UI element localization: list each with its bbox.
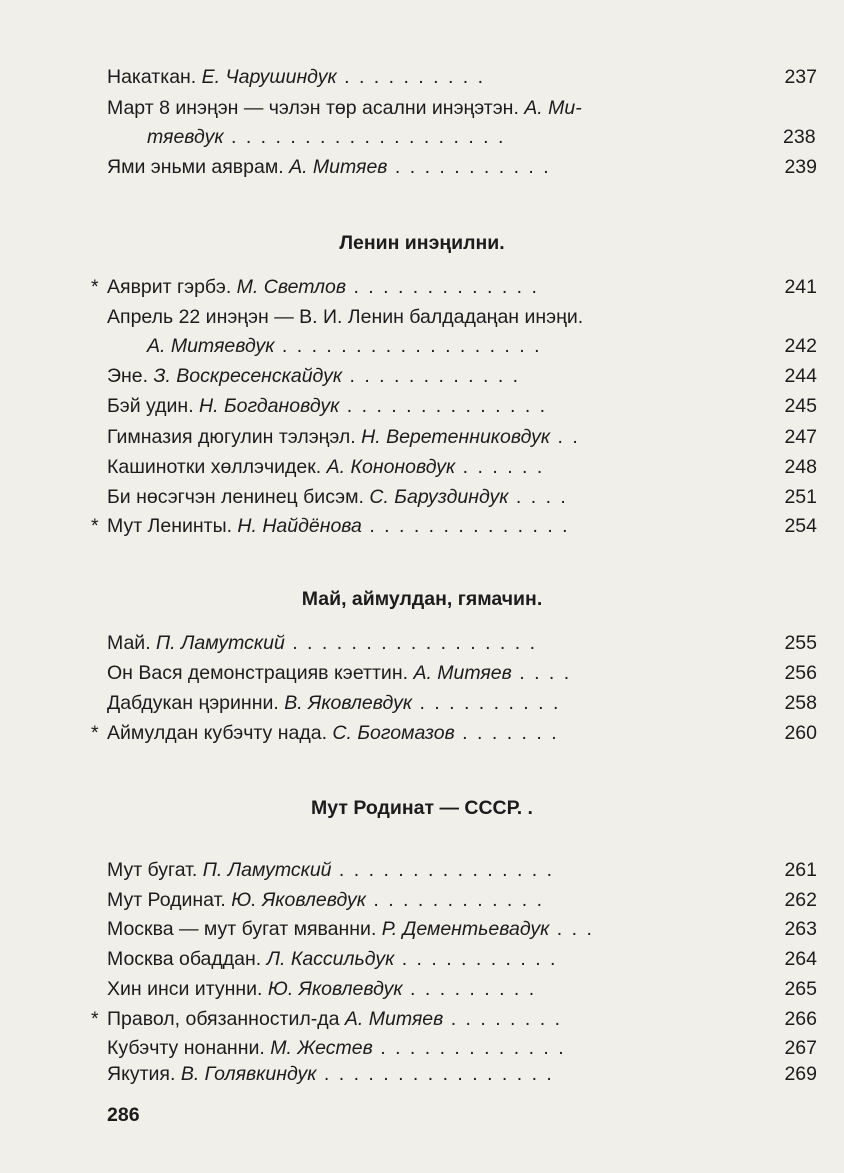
entry-author: Н. Найдёнова: [237, 515, 362, 537]
entry-author: А. Ми-: [524, 97, 582, 119]
entry-page-number: 237: [778, 64, 817, 90]
toc-entry: [91, 1006, 817, 1032]
toc-entry: [107, 304, 817, 330]
toc-entry: [107, 1061, 817, 1087]
entry-author: В. Яковлевдук: [284, 692, 413, 714]
entry-title: Он Вася демонстрацияв кэеттин.: [107, 662, 409, 684]
page-number: 286: [107, 1104, 140, 1126]
toc-entry: [107, 976, 817, 1002]
toc-entry: [107, 393, 817, 419]
entry-author: М. Жестев: [270, 1037, 373, 1059]
entry-author: А. Митяевдук: [147, 335, 275, 357]
toc-entry: [107, 363, 817, 389]
entry-title: Гимназия дюгулин тэлэңэл.: [107, 426, 356, 448]
entry-leader-dots: . . . . . . . .: [443, 1008, 562, 1030]
entry-author: П. Ламутский: [202, 859, 332, 881]
entry-author: П. Ламутский: [156, 632, 285, 654]
entry-title: Ями эньми аяврам.: [107, 156, 284, 178]
entry-leader-dots: . . . . . . . . . . . . . . .: [331, 859, 555, 881]
entry-author: М. Светлов: [236, 276, 347, 298]
entry-title: Правол, обязанностил-да: [107, 1008, 340, 1030]
entry-title: Аймулдан кубэчту нада.: [107, 722, 327, 744]
entry-author: А. Митяев: [289, 156, 388, 178]
entry-page-number: 269: [778, 1061, 817, 1087]
entry-page-number: 263: [778, 916, 817, 942]
entry-author: Н. Богдановдук: [199, 395, 340, 417]
section-heading: Ленин инэңилни.: [339, 232, 505, 254]
toc-entry: [91, 720, 817, 746]
entry-title: Аяврит гэрбэ.: [107, 276, 232, 298]
entry-leader-dots: . . .: [549, 918, 594, 940]
entry-author: тяевдук: [147, 126, 224, 148]
entry-author: Л. Кассильдук: [266, 948, 395, 970]
entry-author: С. Богомазов: [332, 722, 455, 744]
entry-page-number: 261: [778, 857, 817, 883]
entry-author: С. Баруздиндук: [369, 486, 509, 508]
entry-leader-dots: . . . . . . . . . . . .: [342, 365, 521, 387]
entry-author: В. Голявкиндук: [180, 1063, 317, 1085]
toc-entry: [107, 64, 817, 90]
toc-entry: [107, 424, 817, 450]
toc-entry: [107, 690, 817, 716]
entry-title: Бэй удин.: [107, 395, 194, 417]
entry-page-number: 258: [778, 690, 817, 716]
entry-author: Р. Дементьевадук: [381, 918, 550, 940]
asterisk-mark: *: [91, 276, 99, 298]
entry-title: Накаткан.: [107, 66, 197, 88]
entry-leader-dots: . . . . . . . . . . .: [394, 948, 558, 970]
entry-page-number: 245: [778, 393, 817, 419]
entry-page-number: 242: [778, 333, 817, 359]
toc-entry: [107, 95, 817, 121]
entry-author: А. Митяев: [344, 1008, 444, 1030]
entry-title: Хин инси итунни.: [107, 978, 263, 1000]
entry-page-number: 251: [778, 484, 817, 510]
entry-leader-dots: . . . . . . . . . . .: [387, 156, 551, 178]
entry-leader-dots: . . . .: [508, 486, 568, 508]
toc-entry: [91, 274, 817, 300]
entry-title: Март 8 инэңэн — чэлэн төр асални инэңэтэн.: [107, 97, 519, 119]
entry-page-number: 254: [778, 513, 817, 539]
toc-entry: [91, 513, 817, 539]
entry-title: Май.: [107, 632, 151, 654]
entry-title: Дабдукан ңэринни.: [107, 692, 279, 714]
entry-leader-dots: . .: [550, 426, 580, 448]
entry-author: З. Воскресенскайдук: [153, 365, 343, 387]
entry-author: А. Кононовдук: [326, 456, 456, 478]
entry-author: А. Митяев: [413, 662, 512, 684]
entry-leader-dots: . . . .: [511, 662, 572, 684]
entry-page-number: 247: [778, 424, 817, 450]
entry-title: Мут бугат.: [107, 859, 198, 881]
entry-leader-dots: . . . . . . . . . . . . .: [372, 1037, 566, 1059]
toc-entry: [107, 916, 817, 942]
entry-page-number: 256: [778, 660, 817, 686]
asterisk-mark: *: [91, 722, 99, 744]
entry-leader-dots: . . . . . . . . . . . . . . . .: [316, 1063, 554, 1085]
toc-entry: [107, 946, 817, 972]
toc-entry: [107, 484, 817, 510]
asterisk-mark: *: [91, 515, 99, 537]
entry-page-number: 265: [778, 976, 817, 1002]
toc-entry-continuation: [147, 333, 817, 359]
toc-entry: [107, 887, 817, 913]
entry-leader-dots: . . . . . . . . . .: [412, 692, 561, 714]
entry-title: Москва обаддан.: [107, 948, 262, 970]
entry-page-number: 266: [778, 1006, 817, 1032]
toc-entry: [107, 1035, 817, 1061]
entry-page-number: 260: [778, 720, 817, 746]
entry-page-number: 239: [778, 154, 817, 180]
entry-page-number: 241: [778, 274, 817, 300]
entry-page-number: 264: [778, 946, 817, 972]
entry-leader-dots: . . . . . . . . . . . . . .: [339, 395, 548, 417]
toc-entry: [107, 660, 817, 686]
entry-title: Эне.: [107, 365, 149, 387]
entry-leader-dots: . . . . . . . . . . . . . . . . . . .: [223, 126, 506, 148]
toc-entry: [107, 154, 817, 180]
entry-page-number: 255: [778, 630, 817, 656]
entry-page-number: 262: [778, 887, 817, 913]
entry-leader-dots: . . . . . . . . .: [402, 978, 537, 1000]
entry-page-number: 244: [778, 363, 817, 389]
entry-leader-dots: . . . . . . . . . . . . .: [346, 276, 539, 298]
toc-entry: [107, 630, 817, 656]
section-heading: Май, аймулдан, гямачин.: [301, 588, 543, 610]
asterisk-mark: *: [91, 1008, 99, 1030]
entry-leader-dots: . . . . . . . . . .: [336, 66, 486, 88]
entry-title: Мут Родинат.: [107, 889, 226, 911]
entry-leader-dots: . . . . . .: [455, 456, 545, 478]
entry-author: Н. Веретенниковдук: [361, 426, 551, 448]
entry-leader-dots: . . . . . . . . . . . .: [365, 889, 544, 911]
entry-leader-dots: . . . . . . . . . . . . . . . . .: [284, 632, 537, 654]
entry-author: Ю. Яковлевдук: [267, 978, 403, 1000]
toc-entry: [107, 857, 817, 883]
entry-leader-dots: . . . . . . . . . . . . . . . . . .: [274, 335, 542, 357]
entry-title: Кашинотки хөллэчидек.: [107, 456, 322, 478]
entry-title: Якутия.: [107, 1063, 176, 1085]
toc-entry-continuation: [147, 124, 816, 150]
entry-author: Е. Чарушиндук: [201, 66, 337, 88]
entry-page-number: 267: [778, 1035, 817, 1061]
entry-author: Ю. Яковлевдук: [231, 889, 366, 911]
entry-page-number: 238: [783, 126, 816, 148]
entry-title: Би нөсэгчэн ленинец бисэм.: [107, 486, 364, 508]
toc-entry: [107, 454, 817, 480]
entry-title: Апрель 22 инэңэн — В. И. Ленин балдадаңан инэңи.: [107, 306, 584, 328]
entry-leader-dots: . . . . . . .: [454, 722, 559, 744]
entry-leader-dots: . . . . . . . . . . . . . .: [361, 515, 570, 537]
entry-page-number: 248: [778, 454, 817, 480]
entry-title: Кубэчту нонанни.: [107, 1037, 265, 1059]
entry-title: Москва — мут бугат мяванни.: [107, 918, 377, 940]
entry-title: Мут Ленинты.: [107, 515, 232, 537]
section-heading: Мут Родинат — СССР. .: [311, 797, 533, 819]
